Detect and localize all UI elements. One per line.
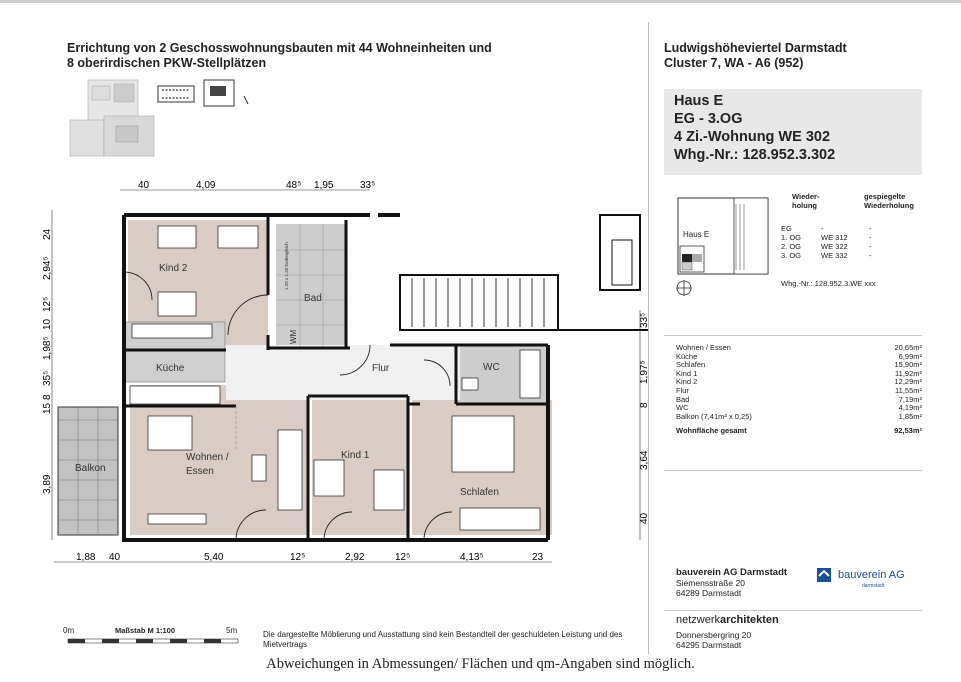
dim-bottom: 40: [109, 552, 121, 563]
project-title: Errichtung von 2 Geschosswohnungsbauten mit 44 Wohneinheiten und 8 oberirdischen PKW-Stellplätzen: [67, 41, 492, 70]
room-schlafen: Schlafen: [460, 487, 499, 498]
separator: [664, 470, 922, 471]
room-wc: WC: [483, 362, 500, 373]
dim-bottom: 12⁵: [395, 552, 411, 563]
separator: [664, 335, 922, 336]
dim-bottom: 5,40: [204, 552, 224, 563]
floor-list: EG - - 1. OG WE 312 - 2. OG WE 322 - 3. OG WE 332 -: [781, 224, 872, 260]
company-name: bauverein AG Darmstadt: [676, 567, 788, 578]
dim-left: 24: [42, 228, 53, 240]
unit-type: 4 Zi.-Wohnung WE 302: [674, 129, 831, 145]
key-plan: [674, 190, 774, 300]
area-row: Kind 2 12,29m²: [676, 377, 922, 387]
dim-right: 3,64: [639, 450, 650, 470]
dim-right: 1,97⁵: [639, 360, 650, 384]
project-location: Ludwigshöheviertel Darmstadt Cluster 7, WA - A6 (952): [664, 41, 847, 70]
room-bad: Bad: [304, 293, 322, 304]
room-flur: Flur: [372, 363, 390, 374]
mirror-header: gespiegelte Wiederholung: [864, 192, 914, 210]
dim-left: 1,98⁵: [42, 336, 53, 360]
dim-top: 48⁵: [286, 180, 302, 191]
dim-left: 2,94⁵: [42, 256, 53, 280]
unit-info-box: [664, 89, 922, 175]
dim-top: 4,09: [196, 180, 216, 191]
architect-block: netzwerkarchitekten Donnersbergring 20 64295 Darmstadt: [676, 614, 779, 650]
area-table: [676, 344, 922, 436]
room-kueche: Küche: [156, 363, 185, 374]
divider-line: [648, 22, 649, 654]
scale-start: 0m: [63, 626, 75, 635]
scale-end: 5m: [226, 626, 238, 635]
area-row: Balkon (7,41m² x 0,25) 1,85m²: [676, 411, 922, 421]
separator: [664, 610, 922, 611]
room-kind1: Kind 1: [341, 450, 370, 461]
shower-note: 1,20 x 1,20 bodengleich: [284, 242, 289, 290]
dim-bottom: 1,88: [76, 552, 96, 563]
area-row: Bad 7,19m²: [676, 394, 922, 404]
room-kind2: Kind 2: [159, 263, 188, 274]
dim-bottom: 2,92: [345, 552, 365, 563]
area-row: Wohnen / Essen 20,65m²: [676, 343, 922, 352]
disclaimer: Die dargestellte Möblierung und Ausstattung sind kein Bestandteil der geschuldeten Leistung und des Mietvertrags: [263, 630, 623, 649]
unit-house: Haus E: [674, 93, 724, 109]
area-row: Schlafen 15,90m²: [676, 360, 922, 370]
area-row: Kind 1 11,92m²: [676, 368, 922, 378]
dim-left: 35⁵: [42, 370, 53, 386]
room-essen: Essen: [186, 466, 214, 477]
dim-bottom: 12⁵: [290, 552, 306, 563]
dim-left: 10: [42, 318, 53, 330]
repeat-header: Wieder- holung: [792, 192, 820, 210]
room-wohnen: Wohnen /: [186, 452, 229, 463]
washer-label: WM: [289, 329, 298, 344]
architect-name: netzwerkarchitekten: [676, 614, 779, 626]
area-total: Wohnfläche gesamt 92,53m²: [676, 426, 922, 436]
dim-left: 15: [42, 402, 53, 414]
dim-top: 40: [138, 180, 150, 191]
unit-ref: Whg.-Nr.: 128.952.3.WE xxx: [781, 279, 876, 288]
unit-number: Whg.-Nr.: 128.952.3.302: [674, 147, 836, 163]
scale-bar: [64, 637, 244, 647]
area-row: Küche 6,99m²: [676, 351, 922, 361]
dim-right: 40: [639, 512, 650, 524]
area-row: Flur 11,55m²: [676, 385, 922, 395]
logo-mark-icon: [816, 566, 836, 586]
room-balkon: Balkon: [75, 463, 106, 474]
dim-bottom: 4,13⁵: [460, 552, 484, 563]
area-row: WC 4,19m²: [676, 403, 922, 413]
company-block: bauverein AG Darmstadt Siemensstraße 20 64289 Darmstadt: [676, 567, 788, 598]
dim-left: 3,89: [42, 474, 53, 494]
dim-bottom: 23: [532, 552, 544, 563]
dim-top: 1,95: [314, 180, 334, 191]
key-plan-label: Haus E: [683, 230, 710, 239]
dim-left: 8: [42, 394, 53, 400]
unit-floors: EG - 3.OG: [674, 111, 743, 127]
dim-left: 12⁵: [42, 296, 53, 312]
dim-right: 33⁵: [639, 312, 650, 328]
scale-label: Maßstab M 1:100: [115, 626, 176, 635]
dim-right: 8: [639, 402, 650, 408]
footer-note: Abweichungen in Abmessungen/ Flächen und qm-Angaben sind möglich.: [266, 656, 695, 672]
dim-top: 33⁵: [360, 180, 376, 191]
